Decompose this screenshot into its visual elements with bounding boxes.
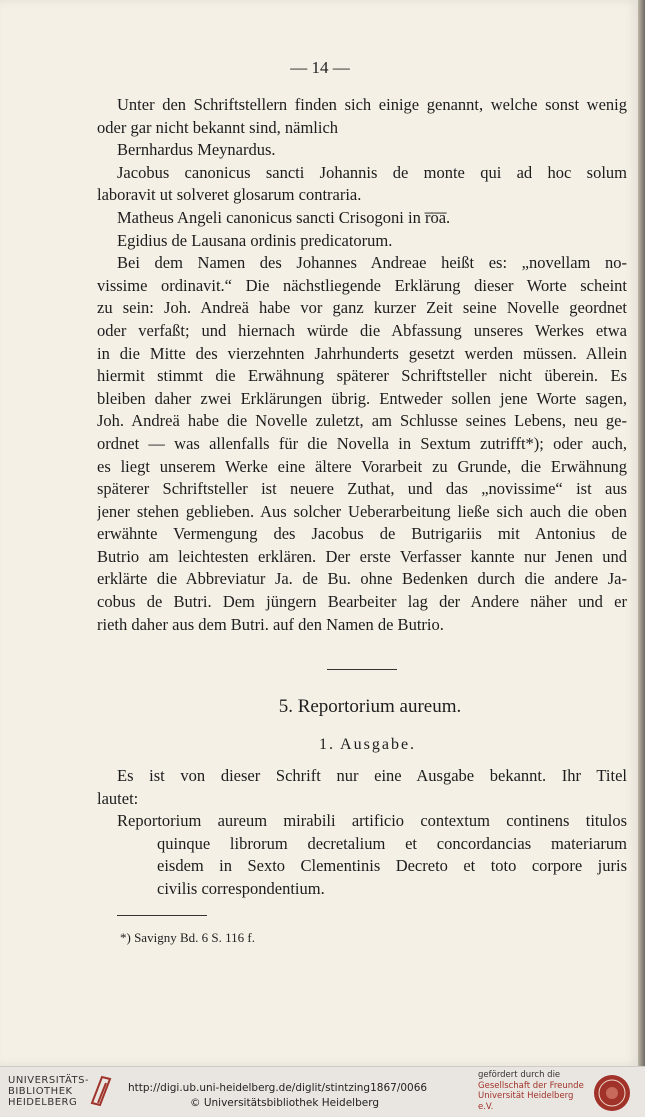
permalink-url[interactable]: http://digi.ub.uni-heidelberg.de/diglit/stintzing1867/0066 [128,1082,428,1094]
section-text-block [97,765,627,901]
text-line: erwähnte Vermengung des Jacobus de Butrigariis mit Antonius de [97,524,627,544]
text-line: oder verfaßt; und hiernach würde die Abfassung unseres Werkes etwa [97,320,627,340]
text-line: ordnet — was allenfalls für die Novella in Sextum zutrifft*); oder auch, [97,433,627,453]
title-quote-line: Reportorium aureum mirabili artificio contextum continens titulos [117,811,627,831]
text-line: bleiben daher zwei Erklärungen übrig. Entweder sollen jene Worte sagen, [97,388,627,408]
text-line: Unter den Schriftstellern finden sich einige genannt, welche sonst wenig [117,95,627,114]
page-number: — 14 — [290,58,350,77]
text-line: lautet: [97,788,139,808]
name-entry: Matheus Angeli canonicus sancti Crisogoni in r̅o̅a̅. [117,207,451,227]
text-line: jener stehen geblieben. Aus solcher Ueberarbeitung ließe sich auch die oben [97,501,627,521]
name-entry: Bernhardus Meynardus. [117,140,276,160]
text-line: Joh. Andreä habe die Novelle zuletzt, am Schlusse seines Lebens, neu ge- [97,411,627,431]
text-line: oder gar nicht bekannt sind, nämlich [97,117,339,137]
text-line: cobus de Butri. Dem jüngern Bearbeiter lag der Andere näher und er [97,592,627,612]
text-line: erklärte die Abbreviatur Ja. de Bu. ohne Bedenken durch die andere Ja- [97,569,627,589]
text-line: zu sein: Joh. Andreä habe vor ganz kurzer Zeit seine Novelle geordnet [97,298,627,318]
text-line: Es ist von dieser Schrift nur eine Ausgabe bekannt. Ihr Titel [117,766,627,785]
text-line: Bei dem Namen des Johannes Andreae heißt es: „novellam no- [117,253,627,273]
title-quote-line: civilis correspondentium. [157,878,325,898]
university-seal-icon [592,1073,632,1113]
library-logo-icon [88,1073,114,1109]
name-entry: Egidius de Lausana ordinis predicatorum. [117,230,393,250]
text-line: Butrio am leichtesten erklären. Der erste Verfasser kannte nur Jenen und [97,546,627,566]
footnote: *) Savigny Bd. 6 S. 116 f. [120,930,255,945]
text-line: in die Mitte des vierzehnten Jahrhunderts gesetzt werden müssen. Allein [97,343,627,363]
text-line: rieth daher aus dem Butri. auf den Namen de Butrio. [97,614,444,634]
main-text-block [97,94,627,636]
viewer-footer [0,1066,645,1117]
title-quote-line: quinque librorum decretalium et concordancias materiarum [157,833,627,853]
text-line: es liegt unserem Werke eine ältere Vorarbeit zu Grunde, die Erwähnung [97,456,627,476]
library-name: UNIVERSITÄTS- BIBLIOTHEK HEIDELBERG [8,1075,90,1108]
title-quote-line: eisdem in Sexto Clementinis Decreto et toto corpore juris [157,856,627,876]
copyright-notice: © Universitätsbibliothek Heidelberg [190,1097,380,1109]
footnote-rule [117,915,207,916]
section-heading: 5. Reportorium aureum. [278,696,462,717]
text-line: vissime ordinavit.“ Die nächstliegende Erklärung dieser Worte scheint [97,275,627,295]
page-edge [638,0,645,1066]
name-entry: laboravit ut solveret glosarum contraria. [97,185,362,205]
name-entry: Jacobus canonicus sancti Johannis de monte qui ad hoc solum [117,162,627,182]
text-line: hiermit stimmt die Erwähnung späterer Schriftsteller nicht überein. Es [97,366,627,386]
sponsor-text: gefördert durch die Gesellschaft der Freunde Universität Heidelberg e.V. [478,1070,584,1112]
sub-heading: 1. Ausgabe. [318,736,417,753]
text-line: späterer Schriftsteller ist neuere Zuthat, und das „novissime“ ist aus [97,479,627,499]
section-divider [327,669,397,670]
